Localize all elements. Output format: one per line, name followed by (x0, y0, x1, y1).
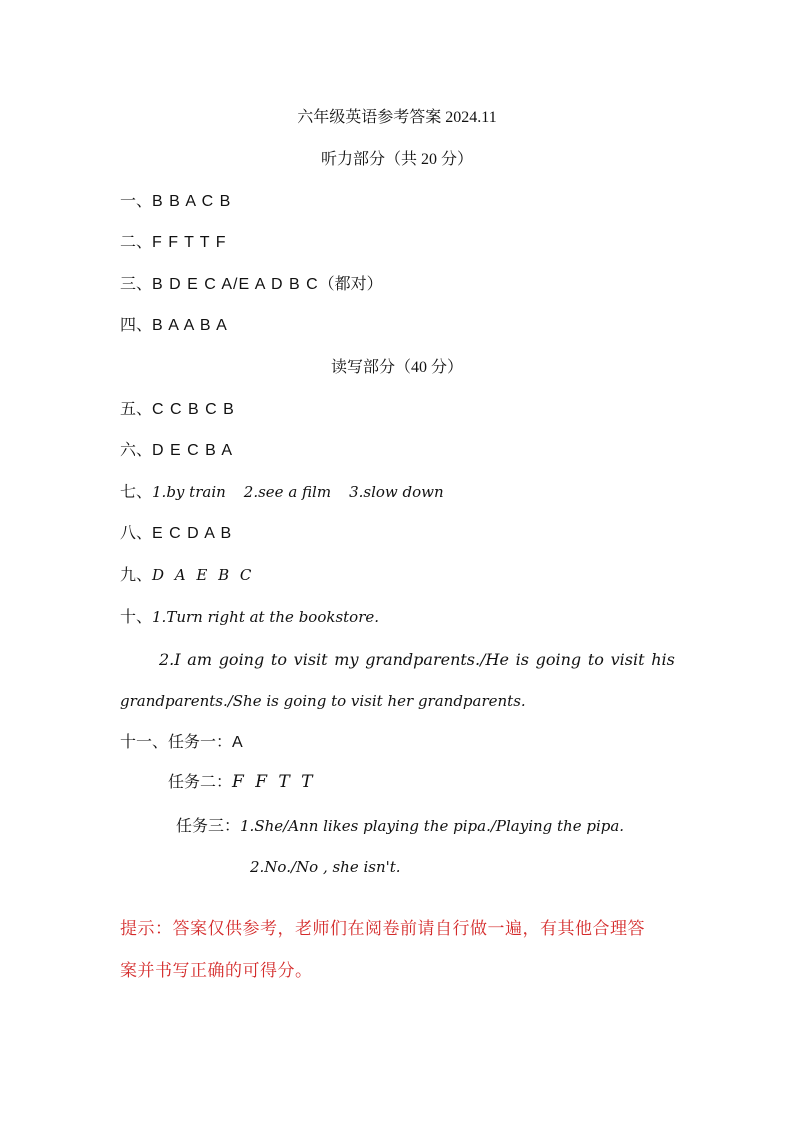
answer-line-7 (120, 482, 444, 503)
word: going (535, 650, 582, 669)
question-number: 十、 (120, 609, 153, 626)
answer-note: （都对） (318, 276, 383, 293)
answer-text: D A E B C (152, 566, 255, 584)
question-number: 六、 (120, 442, 153, 459)
task-3-line (176, 816, 624, 837)
tip-text-line-1: 提示：答案仅供参考，老师们在阅卷前请自行做一遍，有其他合理答 (120, 919, 645, 938)
word: am (187, 650, 212, 669)
word: going (218, 650, 265, 669)
answer-line-10-continuation: grandparents./She is going to visit her grandparents. (120, 692, 526, 710)
task-answer-1: 1.She/Ann likes playing the pipa./Playing the pipa. (240, 817, 625, 835)
answer-text: B D E C A/E A D B C (152, 276, 319, 293)
answer-text-1: 1.Turn right at the bookstore. (152, 608, 380, 626)
section-heading-listening: 听力部分（共 20 分） (320, 151, 473, 168)
answer-line-11 (120, 733, 244, 753)
answer-text: E C D A B (152, 525, 233, 542)
question-number: 一、 (120, 193, 153, 210)
answer-line-2 (120, 233, 227, 253)
question-number: 四、 (120, 317, 153, 334)
answer-text: D E C B A (152, 442, 234, 459)
answer-line-6 (120, 441, 233, 461)
question-number: 七、 (120, 484, 153, 501)
answer-text: C C B C B (152, 401, 235, 418)
word: grandparents./He (365, 650, 509, 669)
task-label: 任务二： (168, 774, 233, 791)
answer-line-3 (120, 275, 383, 295)
task-2-line (168, 772, 316, 793)
word: visit (610, 650, 645, 669)
question-number: 五、 (120, 401, 153, 418)
word: my (334, 650, 359, 669)
answer-line-10 (120, 607, 379, 628)
question-number: 三、 (120, 276, 153, 293)
word: 2.I (159, 650, 181, 669)
question-number: 十一、 (120, 734, 169, 751)
word: visit (293, 650, 328, 669)
word: to (270, 650, 287, 669)
question-number: 九、 (120, 567, 153, 584)
answer-text-1: 1.by train (152, 483, 226, 501)
answer-line-9 (120, 565, 254, 586)
task-label: 任务一： (168, 734, 233, 751)
task-answer: F F T T (232, 772, 316, 792)
answer-text: B A A B A (152, 317, 228, 334)
section-heading-reading-writing: 读写部分（40 分） (330, 359, 463, 376)
answer-line-1 (120, 192, 231, 212)
answer-text: B B A C B (152, 193, 232, 210)
answer-line-4 (120, 316, 228, 336)
question-number: 八、 (120, 525, 153, 542)
answer-line-8 (120, 524, 232, 544)
answer-text: F F T T F (152, 234, 227, 251)
answer-text-2: 2.see a film (243, 483, 332, 501)
answer-line-10-part-2 (159, 650, 675, 670)
answer-text-3: 3.slow down (349, 483, 444, 501)
page-title: 六年级英语参考答案 2024.11 (297, 109, 497, 126)
word: is (515, 650, 529, 669)
word: his (651, 650, 675, 669)
task-3-answer-2: 2.No./No , she isn't. (250, 858, 401, 876)
word: to (587, 650, 604, 669)
task-label: 任务三： (176, 818, 241, 835)
tip-text-line-2: 案并书写正确的可得分。 (120, 961, 313, 980)
answer-line-5 (120, 400, 235, 420)
task-answer: A (232, 734, 244, 751)
question-number: 二、 (120, 234, 153, 251)
